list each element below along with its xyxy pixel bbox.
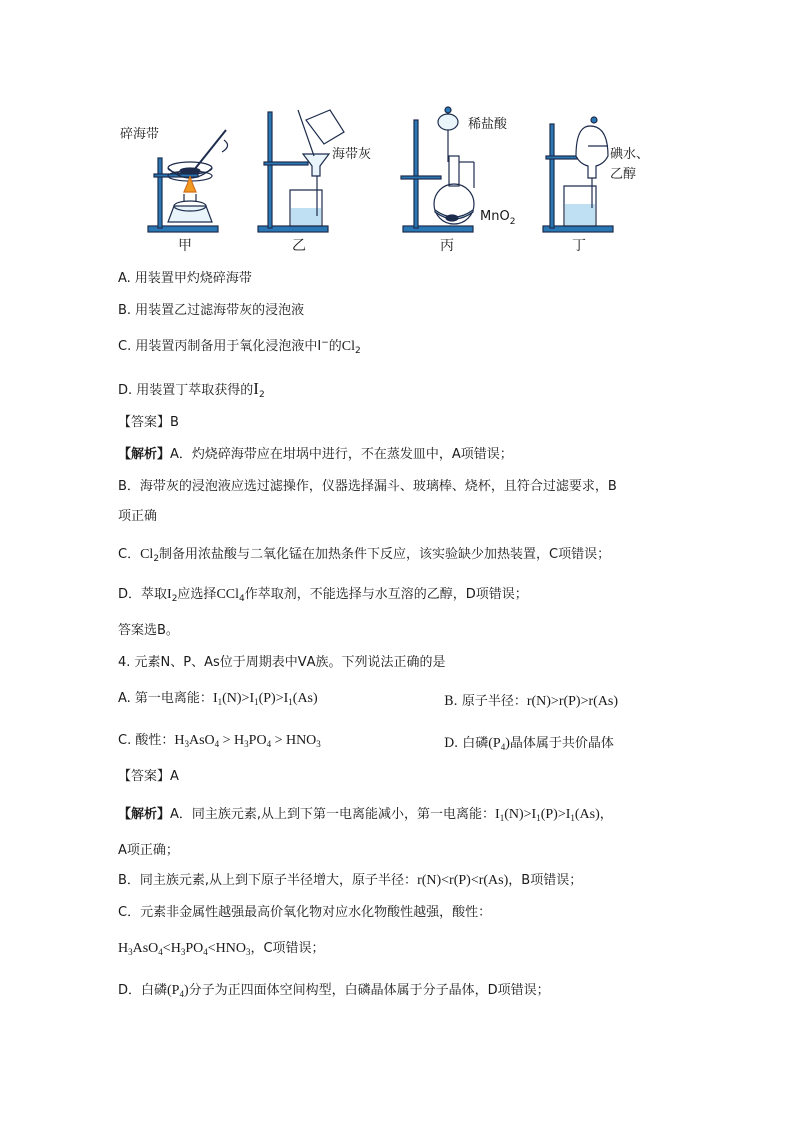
q3-final: 答案选B。 <box>118 623 179 638</box>
q3-exp-a: 【解析】A．灼烧碎海带应在坩埚中进行，不在蒸发皿中，A项错误； <box>118 447 513 462</box>
apparatus-figure <box>118 96 650 256</box>
label-dian-shui: 碘水、 <box>610 147 650 162</box>
label-mno2: MnO$_2$ <box>480 209 516 227</box>
q4-exp-c2: $H_3AsO_4<H_3PO_4<HNO_3$，C项错误； <box>118 941 325 957</box>
q4-option-d: D. 白磷$(P_4)$晶体属于共价晶体 <box>444 736 614 752</box>
label-yichun: 乙醇 <box>610 167 637 182</box>
q3-answer: 【答案】B <box>118 415 179 430</box>
q4-stem: 4. 元素N、P、As位于周期表中ⅤA族。下列说法正确的是 <box>118 655 446 670</box>
label-bing: 丙 <box>440 238 454 254</box>
apparatus-ding <box>543 117 613 232</box>
q3-exp-c: C．$Cl_2$制备用浓盐酸与二氧化锰在加热条件下反应，该实验缺少加热装置，C项错误； <box>118 547 611 564</box>
q3-exp-d: D．萃取$I_2$应选择CCl$_4$作萃取剂，不能选择与水互溶的乙醇，D项错误； <box>118 587 528 604</box>
apparatus-yi <box>258 110 344 232</box>
q3-option-c: C. 用装置丙制备用于氧化浸泡液中I−的$Cl_2$ <box>118 338 361 356</box>
q4-option-b: B. 原子半径：r(N)>r(P)>r(As) <box>444 694 619 709</box>
label-yi: 乙 <box>292 238 306 254</box>
label-haidai-hui: 海带灰 <box>332 147 372 162</box>
q4-exp-d: D．白磷$(P_4)$分子为正四面体空间构型，白磷晶体属于分子晶体，D项错误； <box>118 983 550 999</box>
label-xi-yansuan: 稀盐酸 <box>468 117 508 132</box>
q3-exp-b1: B．海带灰的浸泡液应选过滤操作，仪器选择漏斗、玻璃棒、烧杯，且符合过滤要求，B <box>118 479 617 494</box>
apparatus-jia <box>148 130 228 232</box>
q4-answer: 【答案】A <box>118 769 179 784</box>
q4-exp-a2: A项正确； <box>118 843 179 858</box>
label-jia: 甲 <box>178 238 192 254</box>
label-sui-haidai: 碎海带 <box>120 127 160 142</box>
q4-exp-c: C．元素非金属性越强最高价氧化物对应水化物酸性越强，酸性： <box>118 905 492 920</box>
q4-option-c: C. 酸性：$H_3AsO_4 > H_3PO_4 > HNO_3$ <box>118 733 321 749</box>
apparatus-bing <box>401 107 474 232</box>
q4-exp-a: 【解析】A．同主族元素,从上到下第一电离能减小，第一电离能：$I_1(N)>I_1(P)>I_1(As)$， <box>118 807 613 823</box>
q3-option-a: A. 用装置甲灼烧碎海带 <box>118 271 252 286</box>
label-ding: 丁 <box>572 238 586 254</box>
q3-option-d: D. 用装置丁萃取获得的$I_2$ <box>118 379 265 400</box>
q4-option-a: A. 第一电离能：$I_1(N)>I_1(P)>I_1(As)$ <box>118 691 318 707</box>
q3-exp-b2: 项正确 <box>118 509 158 524</box>
q3-option-b: B. 用装置乙过滤海带灰的浸泡液 <box>118 303 305 318</box>
q4-exp-b: B．同主族元素,从上到下原子半径增大，原子半径：r(N)<r(P)<r(As)，B项错误； <box>118 873 583 888</box>
